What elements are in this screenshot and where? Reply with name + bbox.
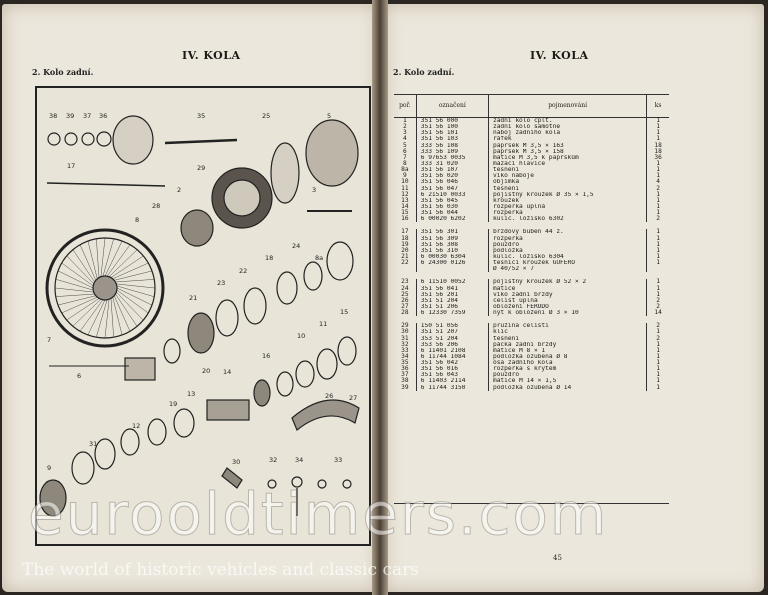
- row-code: 351 56 044: [417, 210, 489, 216]
- row-code: 351 56 308: [417, 242, 489, 248]
- row-name: pojistný kroužek Ø 35 × 1,5: [489, 192, 647, 198]
- diagram-part-label: 27: [349, 394, 358, 402]
- row-name: matice M 14 × 1,5: [489, 378, 647, 384]
- diagram-part-label: 38: [49, 112, 58, 120]
- row-pos: 33: [394, 348, 417, 354]
- row-pos: 22: [394, 260, 417, 266]
- row-pos: 11: [394, 186, 417, 192]
- row-pos: 31: [394, 336, 417, 342]
- row-pos: 1: [394, 118, 417, 124]
- row-qty: 18: [654, 141, 662, 149]
- row-pos: 5: [394, 143, 417, 149]
- row-qty: 1: [656, 190, 660, 198]
- diagram-part-label: 35: [197, 112, 206, 120]
- row-qty: 2: [656, 322, 660, 330]
- header-pos: poř.: [394, 95, 417, 117]
- row-code: 6 11401 2108: [417, 348, 489, 354]
- table-row: [394, 266, 669, 272]
- row-code: 333 31 020: [417, 161, 489, 167]
- row-pos: 8: [394, 161, 417, 167]
- row-code: 351 56 041: [417, 286, 489, 292]
- row-qty: 1: [656, 166, 660, 174]
- row-code: 351 56 030: [417, 204, 489, 210]
- row-qty: 1: [656, 371, 660, 379]
- row-qty: 1: [656, 352, 660, 360]
- row-name: nýt k obložení Ø 3 × 10: [489, 310, 647, 316]
- diagram-part-label: 8: [135, 216, 140, 224]
- row-code: 351 56 301: [417, 229, 489, 235]
- row-name: obložení FERODO: [489, 304, 647, 310]
- right-chapter-title: IV. KOLA: [530, 49, 589, 62]
- row-name: paprsek M 3,5 × 163: [489, 143, 647, 149]
- row-pos: 7: [394, 155, 417, 161]
- row-qty: 4: [656, 178, 660, 186]
- row-name: matice M 3,5 k paprskům: [489, 155, 647, 161]
- group-spacer: [394, 222, 669, 229]
- row-qty: 1: [656, 129, 660, 137]
- row-code: 351 56 016: [417, 366, 489, 372]
- exploded-diagram: [35, 86, 371, 546]
- row-pos: 21: [394, 254, 417, 260]
- diagram-part-label: 5: [327, 112, 332, 120]
- row-qty: 1: [656, 159, 660, 167]
- row-pos: 13: [394, 198, 417, 204]
- row-name: víko zadní brzdy: [489, 292, 647, 298]
- row-code: 351 56 201: [417, 292, 489, 298]
- row-name: kulič. ložisko 6304: [489, 254, 647, 260]
- diagram-part-label: 14: [223, 368, 232, 376]
- row-qty: 1: [656, 259, 660, 267]
- row-pos: [394, 266, 417, 272]
- row-pos: 20: [394, 248, 417, 254]
- header-qty: ks: [654, 102, 662, 109]
- diagram-part-label: 25: [262, 112, 271, 120]
- right-section-title: 2. Kolo zadní.: [393, 67, 455, 77]
- row-pos: 3: [394, 130, 417, 136]
- row-qty: 1: [656, 383, 660, 391]
- row-code: 6 00020 6202: [417, 216, 489, 222]
- row-name: těsnění: [489, 167, 647, 173]
- row-qty: 1: [656, 252, 660, 260]
- row-code: 351 56 042: [417, 360, 489, 366]
- row-pos: 27: [394, 304, 417, 310]
- row-pos: 4: [394, 136, 417, 142]
- row-qty: 14: [654, 309, 662, 317]
- row-pos: 30: [394, 329, 417, 335]
- diagram-part-label: 10: [297, 332, 306, 340]
- row-name: kulič. ložisko 6302: [489, 216, 647, 222]
- diagram-part-label: 22: [239, 267, 248, 275]
- parts-table-body: [394, 118, 669, 391]
- row-qty: 1: [656, 278, 660, 286]
- diagram-part-label: 9: [47, 464, 52, 472]
- row-pos: 10: [394, 179, 417, 185]
- diagram-part-label: 24: [292, 242, 301, 250]
- rear-wheel-exploded-view: [37, 88, 369, 544]
- row-pos: 23: [394, 279, 417, 285]
- row-code: 353 51 204: [417, 336, 489, 342]
- row-name: objímka: [489, 179, 647, 185]
- row-name: rozpěrka: [489, 210, 647, 216]
- diagram-part-label: 33: [334, 456, 343, 464]
- row-code: 6 24300 0126: [417, 260, 489, 266]
- row-qty: 1: [656, 246, 660, 254]
- row-pos: 32: [394, 342, 417, 348]
- row-pos: 34: [394, 354, 417, 360]
- row-code: 333 56 108: [417, 143, 489, 149]
- row-code: 351 56 100: [417, 124, 489, 130]
- diagram-part-label: 17: [67, 162, 76, 170]
- row-qty: 2: [656, 296, 660, 304]
- row-code: 6 21510 0033: [417, 192, 489, 198]
- diagram-part-label: 7: [47, 336, 52, 344]
- diagram-part-label: 13: [187, 390, 196, 398]
- diagram-part-label: 19: [169, 400, 178, 408]
- diagram-part-label: 26: [325, 392, 334, 400]
- row-pos: 18: [394, 236, 417, 242]
- diagram-part-label: 32: [269, 456, 278, 464]
- row-qty: 1: [656, 359, 660, 367]
- row-name: rozpěrka úplná: [489, 204, 647, 210]
- row-name: pružina čelisti: [489, 323, 647, 329]
- row-code: 6 11744 1084: [417, 354, 489, 360]
- row-name: víko náboje: [489, 173, 647, 179]
- group-spacer: [394, 316, 669, 323]
- row-qty: 1: [656, 346, 660, 354]
- row-code: 351 56 020: [417, 173, 489, 179]
- row-pos: 15: [394, 210, 417, 216]
- row-code: 351 51 206: [417, 304, 489, 310]
- row-pos: 37: [394, 372, 417, 378]
- row-code: 351 56 309: [417, 236, 489, 242]
- diagram-part-label: 3: [312, 186, 317, 194]
- table-row: [394, 385, 669, 391]
- row-pos: 19: [394, 242, 417, 248]
- row-pos: 35: [394, 360, 417, 366]
- row-qty: 1: [656, 202, 660, 210]
- row-code: 6 11403 2114: [417, 378, 489, 384]
- row-qty: 1: [656, 196, 660, 204]
- watermark-tagline: The world of historic vehicles and classic cars: [22, 560, 419, 580]
- row-name: kroužek: [489, 198, 647, 204]
- row-qty: 36: [654, 153, 662, 161]
- row-pos: 26: [394, 298, 417, 304]
- row-name: zadní kolo samotné: [489, 124, 647, 130]
- row-qty: 1: [656, 290, 660, 298]
- row-qty: 2: [656, 184, 660, 192]
- diagram-part-label: 23: [217, 279, 226, 287]
- row-qty: 1: [656, 240, 660, 248]
- left-section-title: 2. Kolo zadní.: [32, 67, 94, 77]
- row-qty: 1: [656, 328, 660, 336]
- diagram-part-label: 16: [262, 352, 271, 360]
- row-qty: 2: [656, 215, 660, 223]
- diagram-part-label: 2: [177, 186, 182, 194]
- row-pos: 28: [394, 310, 417, 316]
- row-qty: 1: [656, 234, 660, 242]
- row-code: 351 51 204: [417, 298, 489, 304]
- row-code: 351 56 107: [417, 167, 489, 173]
- row-code: 351 56 103: [417, 136, 489, 142]
- row-name: pojistný kroužek Ø 52 × 2: [489, 279, 647, 285]
- row-code: 351 51 207: [417, 329, 489, 335]
- row-qty: 1: [656, 365, 660, 373]
- row-code: 150 51 056: [417, 323, 489, 329]
- group-spacer: [394, 272, 669, 279]
- row-name: ráfek: [489, 136, 647, 142]
- left-chapter-title: IV. KOLA: [182, 49, 241, 62]
- row-name: těsnění: [489, 336, 647, 342]
- row-code: 333 56 109: [417, 149, 489, 155]
- diagram-part-label: 31: [89, 440, 98, 448]
- parts-table-header: [394, 95, 669, 118]
- row-pos: 38: [394, 378, 417, 384]
- row-qty: 1: [656, 135, 660, 143]
- diagram-part-label: 37: [83, 112, 92, 120]
- row-code: 351 56 310: [417, 248, 489, 254]
- row-code: [417, 266, 489, 272]
- diagram-part-label: 6: [77, 372, 82, 380]
- diagram-part-label: 18: [265, 254, 274, 262]
- row-name: osa zadního kola: [489, 360, 647, 366]
- row-qty: 1: [656, 228, 660, 236]
- diagram-part-label: 15: [340, 308, 349, 316]
- row-qty: 2: [656, 302, 660, 310]
- row-qty: 1: [656, 209, 660, 217]
- row-pos: 36: [394, 366, 417, 372]
- row-pos: 14: [394, 204, 417, 210]
- diagram-part-label: 29: [197, 164, 206, 172]
- header-code: označení: [417, 95, 489, 117]
- diagram-part-label: 21: [189, 294, 198, 302]
- parts-table: [394, 94, 669, 504]
- row-name: rozpěrka s krytem: [489, 366, 647, 372]
- row-name: matice: [489, 286, 647, 292]
- row-pos: 6: [394, 149, 417, 155]
- diagram-part-label: 28: [152, 202, 161, 210]
- row-name: těsnicí kroužek GUFERO: [489, 260, 647, 266]
- row-name: brzdový buben 44 z.: [489, 229, 647, 235]
- row-pos: 39: [394, 385, 417, 391]
- table-row: [394, 216, 669, 222]
- row-pos: 9: [394, 173, 417, 179]
- diagram-part-label: 36: [99, 112, 108, 120]
- row-qty: 1: [656, 377, 660, 385]
- row-name: páčka zadní brzdy: [489, 342, 647, 348]
- header-name: pojmenování: [489, 95, 647, 117]
- row-qty: 18: [654, 147, 662, 155]
- diagram-part-label: 20: [202, 367, 211, 375]
- row-qty: 1: [656, 123, 660, 131]
- row-code: 6 11744 3150: [417, 385, 489, 391]
- row-pos: 25: [394, 292, 417, 298]
- row-pos: 12: [394, 192, 417, 198]
- row-code: 351 56 043: [417, 372, 489, 378]
- row-code: 6 00030 6304: [417, 254, 489, 260]
- row-code: 351 56 045: [417, 198, 489, 204]
- row-name: klíč: [489, 329, 647, 335]
- row-code: 351 56 046: [417, 179, 489, 185]
- row-qty: 1: [656, 340, 660, 348]
- row-code: 6 12330 7359: [417, 310, 489, 316]
- row-pos: 29: [394, 323, 417, 329]
- row-code: 6 97653 0035: [417, 155, 489, 161]
- row-name: rozpěrka: [489, 236, 647, 242]
- row-name: Ø 40/52 × 7: [489, 266, 647, 272]
- row-name: pouzdro: [489, 242, 647, 248]
- row-name: podložka ozubená Ø 8: [489, 354, 647, 360]
- row-pos: 8a: [394, 167, 417, 173]
- page-number: 45: [553, 554, 562, 562]
- row-code: 6 11510 0052: [417, 279, 489, 285]
- row-qty: [647, 266, 669, 272]
- row-name: mazací hlavice: [489, 161, 647, 167]
- row-qty: 1: [656, 117, 660, 124]
- row-name: náboj zadního kola: [489, 130, 647, 136]
- row-code: 353 56 206: [417, 342, 489, 348]
- row-name: matice M 8 × 1: [489, 348, 647, 354]
- row-name: podložka ozubená Ø 14: [489, 385, 647, 391]
- diagram-part-label: 8a: [315, 254, 324, 262]
- row-name: těsnění: [489, 186, 647, 192]
- diagram-part-label: 11: [319, 320, 328, 328]
- diagram-part-label: 30: [232, 458, 241, 466]
- row-qty: 2: [656, 334, 660, 342]
- watermark-brand: eurooldtimers.com: [28, 480, 609, 548]
- row-name: podložka: [489, 248, 647, 254]
- diagram-part-label: 12: [132, 422, 141, 430]
- row-code: 351 56 101: [417, 130, 489, 136]
- row-code: 351 56 047: [417, 186, 489, 192]
- row-pos: 16: [394, 216, 417, 222]
- row-name: paprsek M 3,5 × 158: [489, 149, 647, 155]
- row-qty: 1: [656, 172, 660, 180]
- table-row: [394, 310, 669, 316]
- row-code: 351 56 000: [417, 118, 489, 124]
- row-pos: 24: [394, 286, 417, 292]
- row-name: zadní kolo cplt.: [489, 118, 647, 124]
- row-qty: 1: [656, 284, 660, 292]
- diagram-part-label: 39: [66, 112, 75, 120]
- diagram-part-label: 34: [295, 456, 304, 464]
- row-pos: 2: [394, 124, 417, 130]
- row-pos: 17: [394, 229, 417, 235]
- row-name: pouzdro: [489, 372, 647, 378]
- row-name: čelist úplná: [489, 298, 647, 304]
